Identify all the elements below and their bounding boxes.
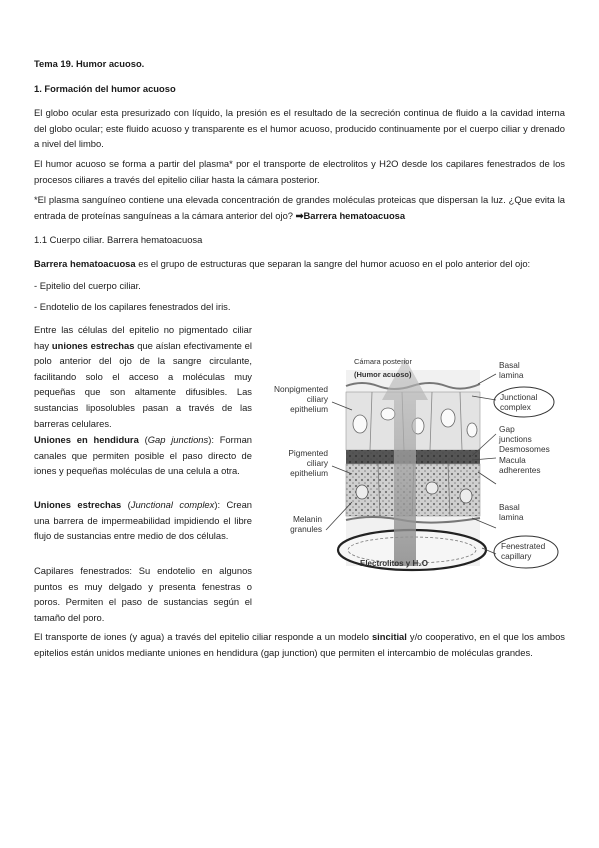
term-gap-junctions-en: Gap junctions — [147, 434, 209, 445]
paragraph-formation: El humor acuoso se forma a partir del plasma* por el transporte de electrolitos y H2O desde los capilares fenestrados de los procesos ciliares a través del epitelio ciliar hasta la cámara posterior. — [34, 158, 565, 185]
paragraph-tight-junctions — [34, 322, 252, 431]
subsection-heading: 1.1 Cuerpo ciliar. Barrera hematoacuosa — [34, 234, 203, 245]
note-text: *El plasma sanguíneo contiene una elevada concentración de grandes moléculas proteicas que dispersan la luz. ¿Que evita la entrada de proteínas sanguíneas a la cámara anterior del ojo? — [34, 194, 565, 221]
label-junctional: Junctional — [500, 392, 538, 402]
term-tight-junctions: uniones estrechas — [51, 339, 135, 351]
label-nonpigmented: Nonpigmented — [274, 384, 328, 394]
bullet-item: - Endotelio de los capilares fenestrados del iris. — [34, 301, 231, 312]
label-lamina: lamina — [499, 370, 524, 380]
label-granules: granules — [290, 524, 322, 534]
text-run: ( — [121, 499, 131, 510]
label-ciliary: ciliary — [306, 394, 328, 404]
paragraph-intro: El globo ocular esta presurizado con líquido, la presión es el resultado de la secreción continua de fluido a la cavidad interna del globo ocular; este fluido acuoso y transparente es el humor acuoso, producido continuamente por el cuerpo ciliar y drenado a nivel del limbo. — [34, 107, 565, 150]
label-epithelium: epithelium — [290, 404, 328, 414]
label-desmosomes: Desmosomes — [499, 444, 550, 454]
label-lamina: lamina — [499, 512, 524, 522]
label-gap: Gap — [499, 424, 515, 434]
bullet-item: - Epitelio del cuerpo ciliar. — [34, 280, 141, 291]
label-macula: Macula — [499, 455, 526, 465]
text-run: El transporte de iones (y agua) a través del epitelio ciliar responde a un modelo — [34, 631, 372, 642]
label-epithelium: epithelium — [290, 468, 328, 478]
document-title: Tema 19. Humor acuoso. — [34, 58, 145, 69]
label-junctions: junctions — [499, 434, 532, 444]
label-capillary: capillary — [501, 551, 532, 561]
paragraph-fenestrated-capillaries: Capilares fenestrados: Su endotelio en algunos puntos es muy delgado y presenta fenestras o poros. Permiten el paso de sustancias según el tamaño del poro. — [34, 565, 252, 623]
term-syncytial: sincitial — [371, 631, 407, 642]
note-answer: ➡Barrera hematoacuosa — [295, 209, 406, 221]
paragraph-gap-junctions — [34, 432, 252, 479]
barrier-term: Barrera hematoacuosa — [34, 258, 136, 269]
label-basal: Basal — [499, 502, 520, 512]
section-heading: 1. Formación del humor acuoso — [34, 83, 176, 94]
text-run: ( — [138, 434, 148, 445]
text-run: que aíslan efectivamente el polo anterior del ojo de la sangre circulante, facilitando solo el acceso a moléculas muy pequeñas que son altamente difusibles. Las sustancias liposolubles pasan a través de las barreras celulares. — [34, 339, 252, 429]
term-junctional-complex-en: Junctional complex — [130, 499, 215, 510]
label-adherentes: adherentes — [499, 465, 541, 475]
note-paragraph — [34, 192, 565, 223]
text-run: y/o cooperativo, en el que los ambos epitelios están unidos mediante uniones en hendidura (gap junction) que permiten el intercambio de moléculas grandes. — [34, 631, 565, 658]
barrier-text: es el grupo de estructuras que separan la sangre del humor acuoso en el polo anterior del ojo: — [135, 258, 531, 269]
paragraph-junctional-complex — [34, 497, 252, 544]
tissue-illustration — [338, 358, 486, 570]
text-run: ): Forman canales que permiten posible el paso directo de iones y pequeñas moléculas de una celula a otra. — [34, 434, 253, 477]
label-complex: complex — [500, 402, 531, 412]
label-basal: Basal — [499, 360, 520, 370]
label-fenestrated: Fenestrated — [501, 541, 546, 551]
text-run: Entre las células del epitelio no pigmentado ciliar hay — [34, 324, 252, 351]
ciliary-epithelium-figure — [274, 352, 568, 584]
term-junctional-complex: Uniones estrechas — [34, 499, 122, 510]
label-pigmented: Pigmented — [288, 448, 328, 458]
label-aqueous-humor: (Humor acuoso) — [354, 370, 412, 379]
label-posterior-chamber: Cámara posterior — [354, 357, 412, 366]
paragraph-transport — [34, 629, 565, 660]
label-electrolytes-water: Electrolitos y H₂O — [360, 559, 429, 568]
term-gap-junctions: Uniones en hendidura — [34, 434, 139, 445]
text-run: ): Crean una barrera de impermeabilidad impidiendo el libre flujo de sustancias entre medio de dos células. — [34, 499, 253, 542]
barrier-definition — [34, 256, 565, 272]
label-melanin: Melanin — [292, 514, 322, 524]
label-ciliary: ciliary — [306, 458, 328, 468]
